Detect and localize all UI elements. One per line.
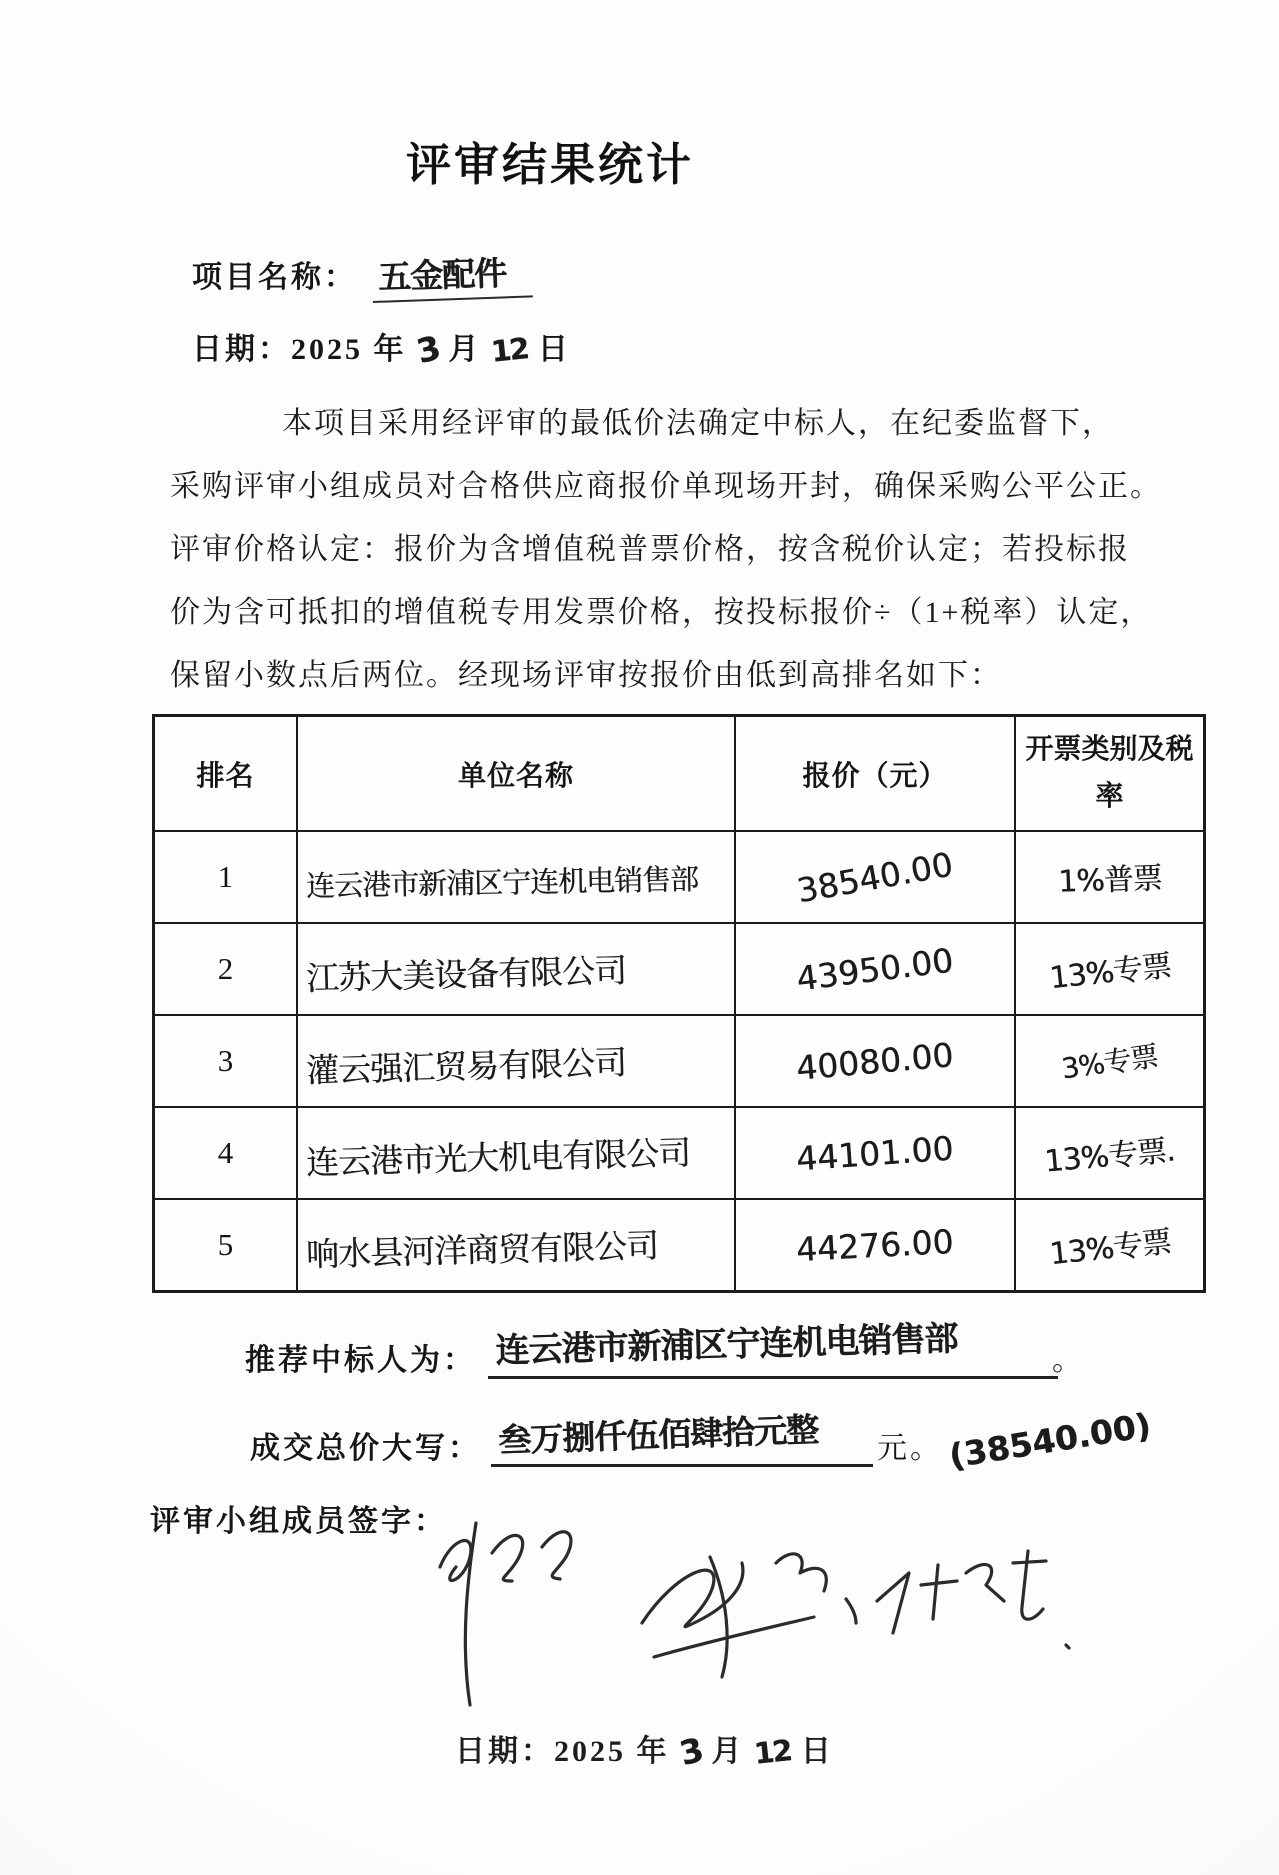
table-row <box>155 1108 1203 1200</box>
date-line-top <box>192 324 571 372</box>
page-title: 评审结果统计 <box>405 140 694 190</box>
date-month-handwritten: 3 <box>412 327 443 372</box>
total-amount-line <box>250 1405 1154 1476</box>
tax-handwritten: 13%专票 <box>1047 1224 1173 1273</box>
price-handwritten: 43950.00 <box>794 940 956 998</box>
header-company: 单位名称 <box>298 717 736 832</box>
signature-label: 评审小组成员签字： <box>150 1505 447 1538</box>
amount-handwritten: 叁万捌仟伍佰肆拾元整 <box>497 1409 819 1461</box>
price-handwritten: 44101.00 <box>795 1128 955 1178</box>
company-handwritten: 江苏大美设备有限公司 <box>305 950 627 998</box>
company-handwritten: 响水县河洋商贸有限公司 <box>305 1225 659 1274</box>
rank-cell: 4 <box>155 1108 298 1200</box>
winner-label: 推荐中标人为： <box>245 1344 476 1377</box>
winner-period: 。 <box>1052 1344 1085 1377</box>
project-name-label: 项目名称： <box>192 261 357 294</box>
date-day-handwritten: 12 <box>489 331 530 369</box>
winner-underline <box>488 1318 1058 1379</box>
date-month-unit: 月 <box>711 1735 745 1768</box>
company-handwritten: 连云港市光大机电有限公司 <box>305 1132 691 1182</box>
company-handwritten: 灌云强汇贸易有限公司 <box>305 1042 627 1090</box>
tax-handwritten: 1%普票 <box>1057 861 1162 900</box>
tax-handwritten: 13%专票. <box>1043 1133 1177 1180</box>
project-name-line <box>192 252 533 303</box>
rank-cell: 1 <box>155 832 298 924</box>
date-label: 日期： <box>192 333 291 366</box>
paragraph-line: 评审价格认定：报价为含增值税普票价格，按含税价认定；若投标报 <box>170 533 1130 566</box>
signature-scribbles <box>380 1505 1080 1720</box>
table-row <box>155 924 1203 1016</box>
paragraph-line: 本项目采用经评审的最低价法确定中标人，在纪委监督下， <box>282 407 1114 440</box>
tax-handwritten: 13%专票 <box>1047 948 1173 997</box>
date-line-bottom <box>455 1726 834 1774</box>
paragraph-line: 保留小数点后两位。经现场评审按报价由低到高排名如下： <box>170 659 1002 692</box>
table-header-row <box>155 717 1203 832</box>
amount-underline <box>491 1409 873 1467</box>
rank-cell: 5 <box>155 1200 298 1290</box>
company-handwritten: 连云港市新浦区宁连机电销售部 <box>305 861 699 903</box>
date-year: 2025 年 <box>291 333 407 366</box>
amount-numeric-handwritten: (38540.00) <box>946 1405 1154 1476</box>
date-month-handwritten: 3 <box>675 1729 706 1774</box>
paragraph-line: 采购评审小组成员对合格供应商报价单现场开封，确保采购公平公正。 <box>170 470 1162 503</box>
table-row <box>155 832 1203 924</box>
signature-1-icon <box>440 1523 571 1705</box>
header-tax-category: 开票类别及税率 <box>1016 717 1203 832</box>
price-handwritten: 44276.00 <box>795 1221 955 1269</box>
signature-2-icon <box>642 1554 826 1677</box>
rank-cell: 3 <box>155 1016 298 1108</box>
date-year: 2025 年 <box>554 1735 670 1768</box>
table-row <box>155 1016 1203 1108</box>
ranking-table <box>152 714 1206 1293</box>
date-day-handwritten: 12 <box>752 1733 793 1771</box>
amount-label: 成交总价大写： <box>250 1432 481 1465</box>
winner-handwritten: 连云港市新浦区宁连机电销售部 <box>494 1318 958 1372</box>
rank-cell: 2 <box>155 924 298 1016</box>
date-month-unit: 月 <box>448 333 482 366</box>
paragraph-line: 价为含可抵扣的增值税专用发票价格，按投标报价÷（1+税率）认定， <box>170 596 1153 629</box>
price-handwritten: 38540.00 <box>794 844 956 910</box>
body-paragraph <box>170 392 1162 707</box>
project-name-handwritten: 五金配件 <box>371 246 533 303</box>
date-day-unit: 日 <box>800 1735 834 1768</box>
recommended-winner-line <box>245 1318 1085 1379</box>
header-price: 报价（元） <box>736 717 1016 832</box>
price-handwritten: 40080.00 <box>794 1034 956 1088</box>
date-day-unit: 日 <box>537 333 571 366</box>
tax-handwritten: 3%专票 <box>1059 1039 1160 1086</box>
amount-unit: 元。 <box>877 1432 943 1465</box>
table-row <box>155 1200 1203 1290</box>
signature-3-icon <box>846 1551 1069 1648</box>
header-rank: 排名 <box>155 717 298 832</box>
date-label: 日期： <box>455 1735 554 1768</box>
